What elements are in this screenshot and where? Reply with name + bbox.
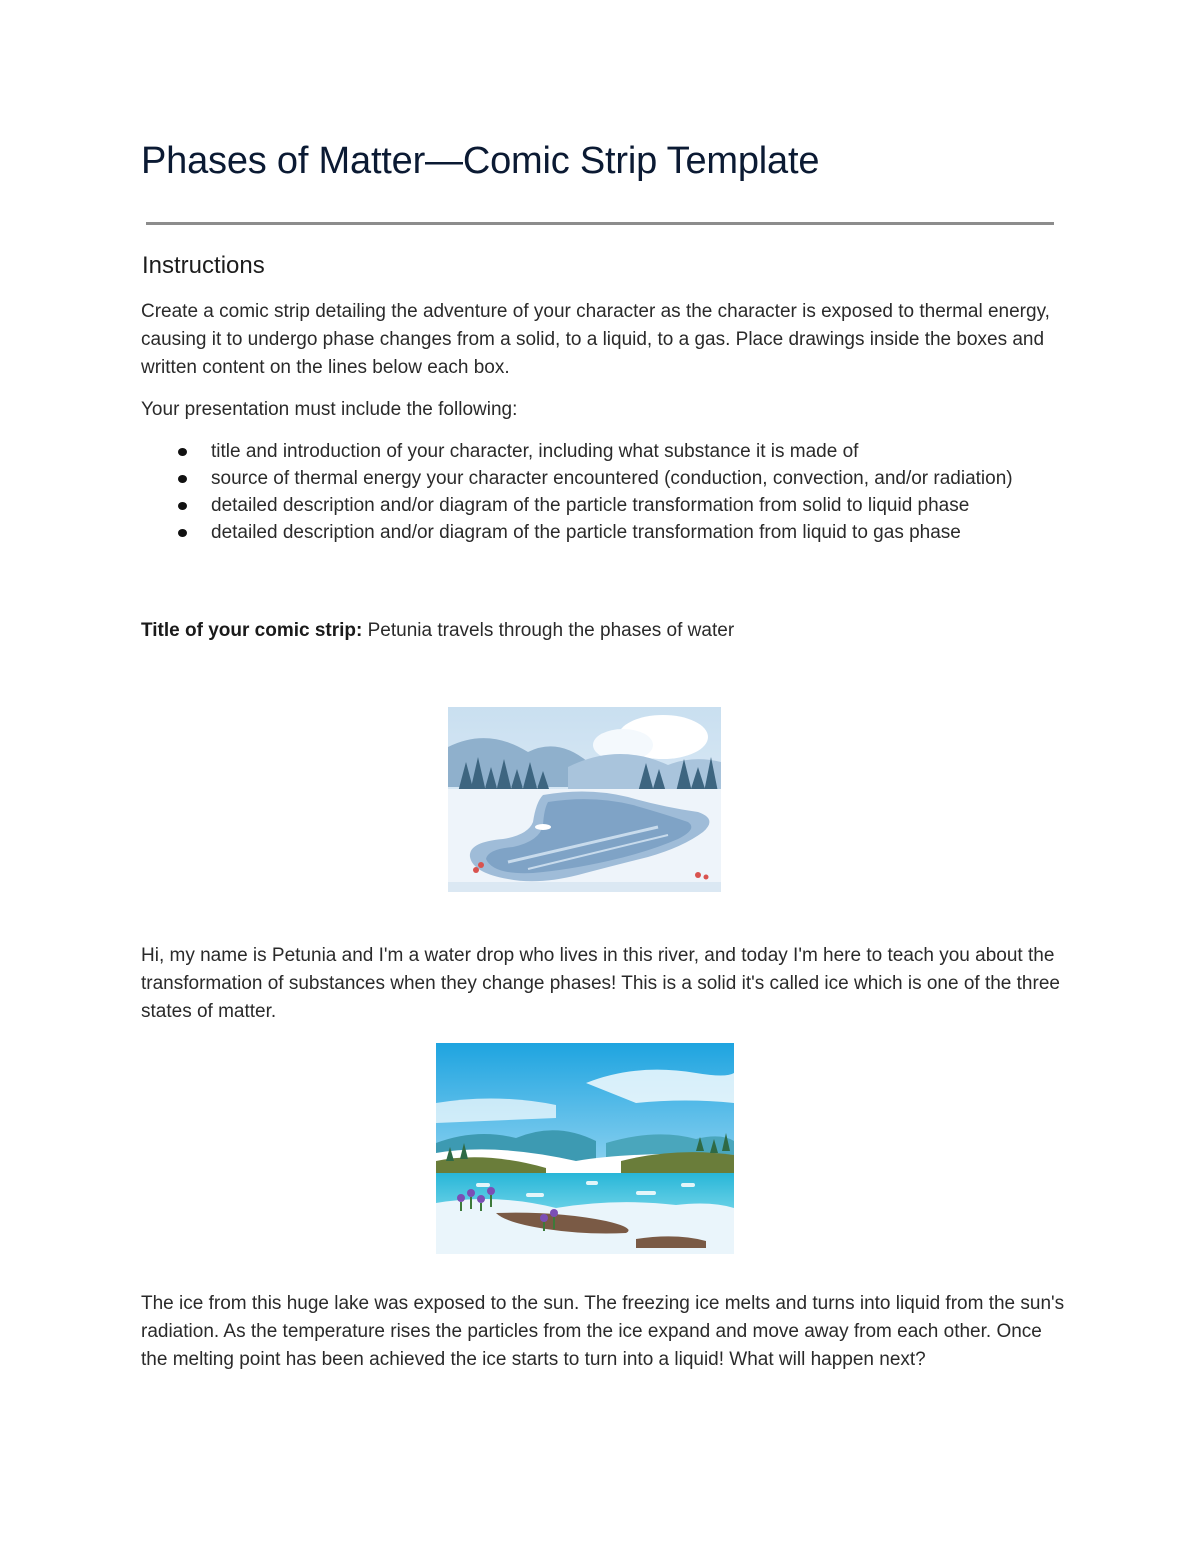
requirements-list [141, 438, 1071, 546]
list-item: title and introduction of your character, including what substance it is made of [141, 438, 1071, 465]
melting-lake-illustration [436, 1043, 734, 1254]
list-item: detailed description and/or diagram of the particle transformation from liquid to gas phase [141, 519, 1071, 546]
frozen-river-illustration [448, 707, 721, 892]
list-item: source of thermal energy your character encountered (conduction, convection, and/or radiation) [141, 465, 1071, 492]
bullet-icon [178, 502, 187, 510]
document-title: Phases of Matter—Comic Strip Template [141, 140, 820, 182]
bullet-icon [178, 529, 187, 537]
comic-title-value: Petunia travels through the phases of water [362, 620, 735, 641]
comic-title-line [141, 620, 734, 642]
horizontal-divider [146, 222, 1054, 225]
panel-2-caption: The ice from this huge lake was exposed to the sun. The freezing ice melts and turns into liquid from the sun's radiation. As the temperature rises the particles from the ice expand and move away from each other. Once the melting point has been achieved the ice starts to turn into a liquid! What will happen next? [141, 1293, 1065, 1370]
instructions-paragraph: Create a comic strip detailing the adventure of your character as the character is exposed to thermal energy, causing it to undergo phase changes from a solid, to a liquid, to a gas. Place drawings inside the boxes and written content on the lines below each box. [141, 301, 1050, 378]
requirements-lead: Your presentation must include the following: [141, 399, 518, 420]
bullet-icon [178, 475, 187, 483]
panel-1-caption: Hi, my name is Petunia and I'm a water drop who lives in this river, and today I'm here to teach you about the transformation of substances when they change phases! This is a solid it's called ice which is one of the three states of matter. [141, 945, 1060, 1022]
list-item: detailed description and/or diagram of the particle transformation from solid to liquid phase [141, 492, 1071, 519]
instructions-heading: Instructions [142, 252, 265, 279]
comic-title-label: Title of your comic strip: [141, 620, 363, 641]
bullet-icon [178, 448, 187, 456]
